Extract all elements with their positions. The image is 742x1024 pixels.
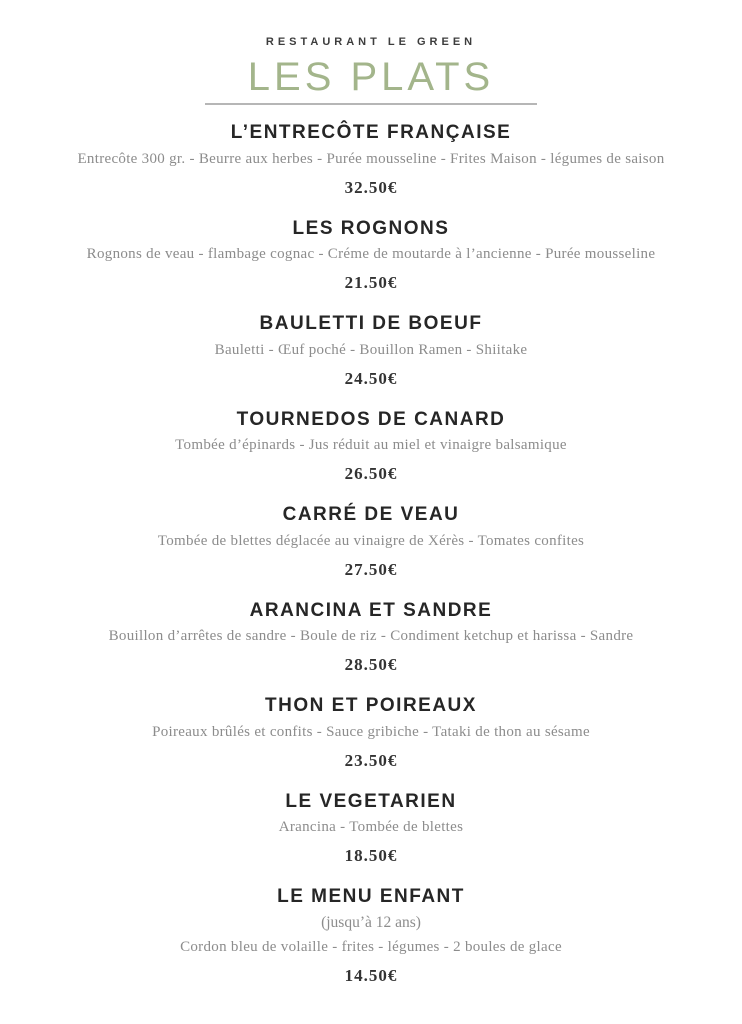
item-description: Entrecôte 300 gr. - Beurre aux herbes - Purée mousseline - Frites Maison - légumes de saison	[77, 150, 665, 167]
item-name: LE VEGETARIEN	[285, 790, 457, 812]
item-name: LE MENU ENFANT	[277, 886, 465, 907]
menu-header	[0, 36, 742, 105]
title-divider	[205, 103, 537, 105]
menu-item-thon-poireaux	[0, 694, 742, 771]
item-price: 32.50€	[344, 177, 398, 197]
menu-item-arancina-sandre	[0, 599, 742, 676]
item-description: Bauletti - Œuf poché - Bouillon Ramen - Shiitake	[214, 341, 528, 358]
item-name: BAULETTI DE BOEUF	[259, 313, 483, 334]
menu-item-entrecote	[0, 121, 742, 198]
item-name: CARRÉ DE VEAU	[282, 504, 460, 525]
page-title: LES PLATS	[247, 55, 495, 99]
item-name: THON ET POIREAUX	[265, 695, 477, 716]
item-price: 23.50€	[344, 750, 398, 770]
menu-item-menu-enfant	[0, 885, 742, 986]
item-name: TOURNEDOS DE CANARD	[236, 408, 506, 430]
item-price: 27.50€	[344, 559, 398, 579]
item-description: Tombée de blettes déglacée au vinaigre de Xérès - Tomates confites	[157, 532, 585, 549]
item-description: Bouillon d’arrêtes de sandre - Boule de riz - Condiment ketchup et harissa - Sandre	[108, 628, 634, 645]
restaurant-name: RESTAURANT LE GREEN	[265, 36, 477, 48]
menu-item-tournedos	[0, 408, 742, 485]
item-subtitle: (jusqu’à 12 ans)	[321, 913, 421, 931]
item-price: 18.50€	[344, 846, 398, 865]
item-price: 14.50€	[344, 966, 398, 986]
item-name: L’ENTRECÔTE FRANÇAISE	[230, 122, 512, 143]
item-price: 26.50€	[344, 464, 398, 483]
item-description: Rognons de veau - flambage cognac - Créme de moutarde à l’ancienne - Purée mousseline	[86, 246, 656, 263]
menu-item-vegetarien	[0, 790, 742, 867]
item-name: LES ROGNONS	[292, 217, 450, 239]
item-description: Tombée d’épinards - Jus réduit au miel et vinaigre balsamique	[175, 437, 567, 454]
menu-list	[0, 121, 742, 986]
item-description: Poireaux brûlés et confits - Sauce gribiche - Tataki de thon au sésame	[152, 723, 590, 740]
menu-item-carre-de-veau	[0, 503, 742, 580]
menu-item-bauletti	[0, 312, 742, 389]
item-description: Arancina - Tombée de blettes	[278, 819, 464, 836]
item-price: 24.50€	[344, 368, 398, 388]
item-description: Cordon bleu de volaille - frites - légumes - 2 boules de glace	[180, 939, 562, 956]
item-price: 28.50€	[344, 655, 398, 674]
menu-item-rognons	[0, 217, 742, 294]
item-name: ARANCINA ET SANDRE	[249, 599, 493, 621]
item-price: 21.50€	[344, 273, 398, 292]
